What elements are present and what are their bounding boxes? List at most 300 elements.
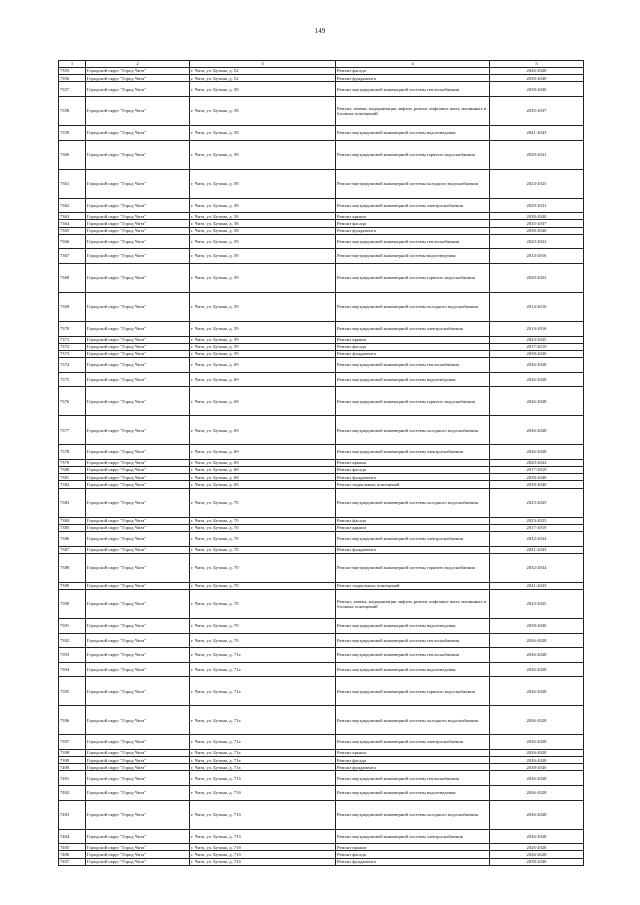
table-row: [59, 416, 584, 445]
table-row: [59, 234, 584, 249]
cell-period: 2038-2040: [490, 75, 584, 82]
cell-work-type: Ремонт, замена, модернизация лифтов, ремонт лифтовых шахт, машинных и блочных помещений: [336, 589, 490, 618]
cell-work-type: Ремонт внутридомовой инженерной системы электроснабжения: [336, 735, 490, 750]
table-header-row: [59, 61, 584, 68]
cell-period: 2026-2028: [490, 844, 584, 851]
cell-row-number: 7377: [59, 416, 86, 445]
cell-municipality: Городской округ "Город Чита": [86, 96, 190, 125]
cell-row-number: 7361: [59, 169, 86, 198]
cell-municipality: Городской округ "Город Чита": [86, 467, 190, 474]
cell-work-type: Ремонт крыши: [336, 749, 490, 756]
cell-row-number: 7402: [59, 786, 86, 801]
table-row: [59, 96, 584, 125]
cell-row-number: 7382: [59, 481, 86, 488]
table-row: [59, 618, 584, 633]
cell-row-number: 7391: [59, 618, 86, 633]
table-row: [59, 292, 584, 321]
cell-municipality: Городской округ "Город Чита": [86, 633, 190, 648]
table-row: [59, 387, 584, 416]
cell-municipality: Городской округ "Город Чита": [86, 735, 190, 750]
cell-period: 2041-2043: [490, 582, 584, 589]
cell-municipality: Городской округ "Город Чита": [86, 445, 190, 460]
cell-work-type: Ремонт фундамента: [336, 858, 490, 865]
cell-period: 2041-2043: [490, 125, 584, 140]
page-number: 149: [314, 27, 326, 35]
cell-work-type: Ремонт внутридомовой инженерной системы теплоснабжения: [336, 771, 490, 786]
cell-period: 2032-2034: [490, 531, 584, 546]
cell-period: 2026-2028: [490, 445, 584, 460]
cell-period: 2038-2040: [490, 227, 584, 234]
cell-work-type: Ремонт фасада: [336, 467, 490, 474]
cell-address: г. Чита, ул. Бутина, д. 71а: [190, 677, 336, 706]
cell-work-type: Ремонт внутридомовой инженерной системы электроснабжения: [336, 531, 490, 546]
cell-row-number: 7406: [59, 851, 86, 858]
cell-period: 2026-2028: [490, 749, 584, 756]
cell-municipality: Городской округ "Город Чита": [86, 589, 190, 618]
table-row: [59, 372, 584, 387]
cell-work-type: Ремонт подвальных помещений: [336, 582, 490, 589]
cell-address: г. Чита, ул. Бутина, д. 71б: [190, 844, 336, 851]
cell-work-type: Ремонт внутридомовой инженерной системы электроснабжения: [336, 445, 490, 460]
table-row: [59, 467, 584, 474]
cell-row-number: 7362: [59, 198, 86, 213]
cell-work-type: Ремонт внутридомовой инженерной системы горячего водоснабжения: [336, 387, 490, 416]
cell-address: г. Чита, ул. Бутина, д. 59: [190, 292, 336, 321]
column-header-2: 2: [86, 61, 190, 68]
cell-address: г. Чита, ул. Бутина, д. 71а: [190, 735, 336, 750]
cell-period: 2026-2028: [490, 771, 584, 786]
cell-period: 2026-2028: [490, 786, 584, 801]
table-row: [59, 589, 584, 618]
cell-work-type: Ремонт внутридомовой инженерной системы водоотведения: [336, 125, 490, 140]
cell-row-number: 7392: [59, 633, 86, 648]
cell-work-type: Ремонт внутридомовой инженерной системы водоотведения: [336, 372, 490, 387]
cell-address: г. Чита, ул. Бутина, д. 70: [190, 582, 336, 589]
table-row: [59, 633, 584, 648]
cell-municipality: Городской округ "Город Чита": [86, 706, 190, 735]
cell-address: г. Чита, ул. Бутина, д. 58: [190, 169, 336, 198]
cell-address: г. Чита, ул. Бутина, д. 71а: [190, 749, 336, 756]
table-row: [59, 858, 584, 865]
table-row: [59, 553, 584, 582]
cell-period: 2038-2040: [490, 82, 584, 97]
table-row: [59, 445, 584, 460]
cell-period: 2038-2040: [490, 481, 584, 488]
table-row: [59, 764, 584, 771]
table-row: [59, 249, 584, 264]
table-row: [59, 524, 584, 531]
table-row: [59, 140, 584, 169]
cell-address: г. Чита, ул. Бутина, д. 70: [190, 546, 336, 553]
cell-address: г. Чита, ул. Бутина, д. 71б: [190, 800, 336, 829]
cell-row-number: 7407: [59, 858, 86, 865]
cell-period: 2029-2031: [490, 140, 584, 169]
table-row: [59, 771, 584, 786]
table-row: [59, 531, 584, 546]
cell-period: 2023-2025: [490, 488, 584, 517]
cell-municipality: Городской округ "Город Чита": [86, 546, 190, 553]
cell-municipality: Городской округ "Город Чита": [86, 220, 190, 227]
cell-work-type: Ремонт внутридомовой инженерной системы электроснабжения: [336, 198, 490, 213]
cell-municipality: Городской округ "Город Чита": [86, 343, 190, 350]
cell-work-type: Ремонт внутридомовой инженерной системы холодного водоснабжения: [336, 416, 490, 445]
cell-address: г. Чита, ул. Бутина, д. 71б: [190, 829, 336, 844]
cell-address: г. Чита, ул. Бутина, д. 58: [190, 82, 336, 97]
cell-work-type: Ремонт внутридомовой инженерной системы электроснабжения: [336, 829, 490, 844]
cell-municipality: Городской округ "Город Чита": [86, 677, 190, 706]
cell-municipality: Городской округ "Город Чита": [86, 618, 190, 633]
cell-row-number: 7379: [59, 459, 86, 466]
cell-municipality: Городской округ "Город Чита": [86, 488, 190, 517]
cell-row-number: 7381: [59, 474, 86, 481]
cell-period: 2038-2040: [490, 618, 584, 633]
cell-municipality: Городской округ "Город Чита": [86, 234, 190, 249]
cell-period: 2041-2043: [490, 546, 584, 553]
cell-address: г. Чита, ул. Бутина, д. 71б: [190, 771, 336, 786]
cell-row-number: 7378: [59, 445, 86, 460]
cell-period: 2017-2019: [490, 343, 584, 350]
table-row: [59, 844, 584, 851]
table-row: [59, 343, 584, 350]
cell-work-type: Ремонт внутридомовой инженерной системы водоотведения: [336, 618, 490, 633]
cell-work-type: Ремонт внутридомовой инженерной системы водоотведения: [336, 249, 490, 264]
cell-row-number: 7398: [59, 749, 86, 756]
cell-row-number: 7360: [59, 140, 86, 169]
cell-work-type: Ремонт внутридомовой инженерной системы горячего водоснабжения: [336, 263, 490, 292]
cell-row-number: 7387: [59, 546, 86, 553]
cell-row-number: 7384: [59, 517, 86, 524]
cell-period: 2023-2025: [490, 336, 584, 343]
cell-municipality: Городской округ "Город Чита": [86, 387, 190, 416]
cell-period: 2038-2040: [490, 350, 584, 357]
cell-row-number: 7357: [59, 82, 86, 97]
cell-address: г. Чита, ул. Бутина, д. 71б: [190, 851, 336, 858]
cell-work-type: Ремонт внутридомовой инженерной системы теплоснабжения: [336, 648, 490, 663]
cell-row-number: 7403: [59, 800, 86, 829]
cell-work-type: Ремонт внутридомовой инженерной системы теплоснабжения: [336, 358, 490, 373]
table-row: [59, 648, 584, 663]
cell-municipality: Городской округ "Город Чита": [86, 358, 190, 373]
cell-work-type: Ремонт внутридомовой инженерной системы холодного водоснабжения: [336, 292, 490, 321]
cell-period: 2029-2031: [490, 198, 584, 213]
cell-row-number: 7364: [59, 220, 86, 227]
cell-work-type: Ремонт фасада: [336, 343, 490, 350]
cell-period: 2020-2022: [490, 234, 584, 249]
cell-municipality: Городской округ "Город Чита": [86, 372, 190, 387]
cell-address: г. Чита, ул. Бутина, д. 71а: [190, 706, 336, 735]
table-row: [59, 481, 584, 488]
cell-row-number: 7373: [59, 350, 86, 357]
cell-municipality: Городской округ "Город Чита": [86, 800, 190, 829]
cell-period: 2020-2022: [490, 459, 584, 466]
cell-municipality: Городской округ "Город Чита": [86, 416, 190, 445]
cell-row-number: 7397: [59, 735, 86, 750]
cell-municipality: Городской округ "Город Чита": [86, 786, 190, 801]
table-row: [59, 488, 584, 517]
cell-row-number: 7383: [59, 488, 86, 517]
cell-address: г. Чита, ул. Бутина, д. 70: [190, 589, 336, 618]
column-header-3: 3: [190, 61, 336, 68]
cell-row-number: 7365: [59, 227, 86, 234]
cell-address: г. Чита, ул. Бутина, д. 70: [190, 488, 336, 517]
cell-municipality: Городской округ "Город Чита": [86, 249, 190, 264]
table-row: [59, 749, 584, 756]
table-row: [59, 350, 584, 357]
cell-municipality: Городской округ "Город Чита": [86, 517, 190, 524]
repair-schedule-table: [58, 60, 584, 866]
cell-work-type: Ремонт, замена, модернизация лифтов, ремонт лифтовых шахт, машинных и блочных помещений: [336, 96, 490, 125]
cell-period: 2014-2016: [490, 292, 584, 321]
cell-municipality: Городской округ "Город Чита": [86, 459, 190, 466]
cell-period: 2026-2028: [490, 677, 584, 706]
cell-row-number: 7368: [59, 263, 86, 292]
cell-address: г. Чита, ул. Бутина, д. 52: [190, 75, 336, 82]
table-row: [59, 786, 584, 801]
cell-municipality: Городской округ "Город Чита": [86, 227, 190, 234]
cell-municipality: Городской округ "Город Чита": [86, 68, 190, 75]
cell-period: 2026-2028: [490, 706, 584, 735]
cell-municipality: Городской округ "Город Чита": [86, 350, 190, 357]
cell-address: г. Чита, ул. Бутина, д. 69: [190, 459, 336, 466]
cell-address: г. Чита, ул. Бутина, д. 70: [190, 524, 336, 531]
cell-period: 2020-2022: [490, 263, 584, 292]
cell-period: 2032-2034: [490, 553, 584, 582]
cell-work-type: Ремонт фасада: [336, 757, 490, 764]
cell-period: 2038-2040: [490, 764, 584, 771]
cell-municipality: Городской округ "Город Чита": [86, 169, 190, 198]
cell-address: г. Чита, ул. Бутина, д. 58: [190, 227, 336, 234]
column-header-5: 5: [490, 61, 584, 68]
table-row: [59, 677, 584, 706]
table-row: [59, 68, 584, 75]
cell-row-number: 7393: [59, 648, 86, 663]
cell-row-number: 7355: [59, 68, 86, 75]
table-row: [59, 336, 584, 343]
table-row: [59, 546, 584, 553]
cell-work-type: Ремонт крыши: [336, 524, 490, 531]
table-row: [59, 757, 584, 764]
cell-work-type: Ремонт фундамента: [336, 764, 490, 771]
cell-municipality: Городской округ "Город Чита": [86, 764, 190, 771]
cell-address: г. Чита, ул. Бутина, д. 69: [190, 416, 336, 445]
cell-address: г. Чита, ул. Бутина, д. 69: [190, 474, 336, 481]
cell-address: г. Чита, ул. Бутина, д. 69: [190, 445, 336, 460]
cell-period: 2026-2028: [490, 851, 584, 858]
cell-municipality: Городской округ "Город Чита": [86, 292, 190, 321]
cell-municipality: Городской округ "Город Чита": [86, 82, 190, 97]
cell-municipality: Городской округ "Город Чита": [86, 757, 190, 764]
cell-period: 2026-2028: [490, 372, 584, 387]
cell-work-type: Ремонт крыши: [336, 336, 490, 343]
cell-period: 2026-2028: [490, 648, 584, 663]
cell-address: г. Чита, ул. Бутина, д. 58: [190, 125, 336, 140]
cell-work-type: Ремонт внутридомовой инженерной системы водоотведения: [336, 662, 490, 677]
cell-address: г. Чита, ул. Бутина, д. 71а: [190, 757, 336, 764]
cell-row-number: 7371: [59, 336, 86, 343]
cell-work-type: Ремонт внутридомовой инженерной системы теплоснабжения: [336, 82, 490, 97]
table-row: [59, 213, 584, 220]
cell-period: 2026-2028: [490, 757, 584, 764]
cell-address: г. Чита, ул. Бутина, д. 52: [190, 68, 336, 75]
cell-work-type: Ремонт фундамента: [336, 350, 490, 357]
cell-address: г. Чита, ул. Бутина, д. 69: [190, 467, 336, 474]
cell-work-type: Ремонт фасада: [336, 517, 490, 524]
cell-address: г. Чита, ул. Бутина, д. 71б: [190, 858, 336, 865]
cell-work-type: Ремонт фасада: [336, 68, 490, 75]
cell-address: г. Чита, ул. Бутина, д. 58: [190, 198, 336, 213]
cell-period: 2038-2040: [490, 474, 584, 481]
cell-address: г. Чита, ул. Бутина, д. 71а: [190, 662, 336, 677]
table-row: [59, 82, 584, 97]
cell-address: г. Чита, ул. Бутина, д. 58: [190, 96, 336, 125]
table-row: [59, 582, 584, 589]
cell-municipality: Городской округ "Город Чита": [86, 531, 190, 546]
cell-period: 2038-2040: [490, 858, 584, 865]
cell-municipality: Городской округ "Город Чита": [86, 474, 190, 481]
cell-period: 2026-2028: [490, 358, 584, 373]
cell-work-type: Ремонт крыши: [336, 213, 490, 220]
table-row: [59, 829, 584, 844]
cell-period: 2026-2028: [490, 387, 584, 416]
column-header-4: 4: [336, 61, 490, 68]
cell-period: 2026-2028: [490, 416, 584, 445]
cell-work-type: Ремонт внутридомовой инженерной системы теплоснабжения: [336, 234, 490, 249]
table-row: [59, 706, 584, 735]
cell-address: г. Чита, ул. Бутина, д. 59: [190, 336, 336, 343]
cell-work-type: Ремонт внутридомовой инженерной системы водоотведения: [336, 786, 490, 801]
cell-municipality: Городской округ "Город Чита": [86, 851, 190, 858]
cell-row-number: 7388: [59, 553, 86, 582]
table-row: [59, 75, 584, 82]
table-row: [59, 263, 584, 292]
cell-row-number: 7386: [59, 531, 86, 546]
cell-row-number: 7375: [59, 372, 86, 387]
cell-address: г. Чита, ул. Бутина, д. 70: [190, 531, 336, 546]
cell-row-number: 7395: [59, 677, 86, 706]
cell-row-number: 7363: [59, 213, 86, 220]
cell-row-number: 7390: [59, 589, 86, 618]
table-row: [59, 169, 584, 198]
cell-municipality: Городской округ "Город Чита": [86, 524, 190, 531]
cell-row-number: 7376: [59, 387, 86, 416]
cell-row-number: 7399: [59, 757, 86, 764]
table-row: [59, 227, 584, 234]
cell-municipality: Городской округ "Город Чита": [86, 198, 190, 213]
table-row: [59, 459, 584, 466]
cell-work-type: Ремонт подвальных помещений: [336, 481, 490, 488]
cell-address: г. Чита, ул. Бутина, д. 59: [190, 249, 336, 264]
cell-period: 2026-2028: [490, 735, 584, 750]
cell-row-number: 7400: [59, 764, 86, 771]
cell-row-number: 7385: [59, 524, 86, 531]
cell-address: г. Чита, ул. Бутина, д. 71б: [190, 786, 336, 801]
cell-period: 2023-2025: [490, 517, 584, 524]
cell-address: г. Чита, ул. Бутина, д. 59: [190, 343, 336, 350]
cell-work-type: Ремонт фундамента: [336, 474, 490, 481]
cell-address: г. Чита, ул. Бутина, д. 58: [190, 213, 336, 220]
cell-municipality: Городской округ "Город Чита": [86, 481, 190, 488]
cell-period: 2014-2016: [490, 321, 584, 336]
cell-work-type: Ремонт внутридомовой инженерной системы горячего водоснабжения: [336, 677, 490, 706]
cell-municipality: Городской округ "Город Чита": [86, 125, 190, 140]
cell-address: г. Чита, ул. Бутина, д. 71а: [190, 764, 336, 771]
cell-address: г. Чита, ул. Бутина, д. 59: [190, 350, 336, 357]
cell-municipality: Городской округ "Город Чита": [86, 648, 190, 663]
table-row: [59, 662, 584, 677]
cell-row-number: 7396: [59, 706, 86, 735]
cell-address: г. Чита, ул. Бутина, д. 70: [190, 618, 336, 633]
cell-municipality: Городской округ "Город Чита": [86, 858, 190, 865]
cell-municipality: Городской округ "Город Чита": [86, 662, 190, 677]
cell-row-number: 7367: [59, 249, 86, 264]
cell-row-number: 7358: [59, 96, 86, 125]
cell-row-number: 7359: [59, 125, 86, 140]
cell-work-type: Ремонт внутридомовой инженерной системы холодного водоснабжения: [336, 488, 490, 517]
cell-work-type: Ремонт внутридомовой инженерной системы электроснабжения: [336, 321, 490, 336]
cell-period: 2023-2025: [490, 589, 584, 618]
table-row: [59, 125, 584, 140]
cell-work-type: Ремонт внутридомовой инженерной системы теплоснабжения: [336, 633, 490, 648]
cell-municipality: Городской округ "Город Чита": [86, 140, 190, 169]
cell-row-number: 7389: [59, 582, 86, 589]
cell-row-number: 7404: [59, 829, 86, 844]
cell-work-type: Ремонт внутридомовой инженерной системы холодного водоснабжения: [336, 800, 490, 829]
cell-work-type: Ремонт внутридомовой инженерной системы холодного водоснабжения: [336, 169, 490, 198]
cell-period: 2026-2028: [490, 68, 584, 75]
table-body: [59, 68, 584, 866]
cell-municipality: Городской округ "Город Чита": [86, 263, 190, 292]
table-row: [59, 321, 584, 336]
cell-row-number: 7374: [59, 358, 86, 373]
cell-address: г. Чита, ул. Бутина, д. 59: [190, 321, 336, 336]
table-row: [59, 358, 584, 373]
cell-address: г. Чита, ул. Бутина, д. 69: [190, 358, 336, 373]
cell-municipality: Городской округ "Город Чита": [86, 829, 190, 844]
cell-municipality: Городской округ "Город Чита": [86, 844, 190, 851]
cell-municipality: Городской округ "Город Чита": [86, 213, 190, 220]
cell-municipality: Городской округ "Город Чита": [86, 336, 190, 343]
cell-municipality: Городской округ "Город Чита": [86, 75, 190, 82]
cell-address: г. Чита, ул. Бутина, д. 59: [190, 263, 336, 292]
cell-work-type: Ремонт внутридомовой инженерной системы горячего водоснабжения: [336, 553, 490, 582]
cell-period: 2026-2028: [490, 662, 584, 677]
cell-period: 2026-2028: [490, 633, 584, 648]
column-header-1: 1: [59, 61, 86, 68]
cell-row-number: 7401: [59, 771, 86, 786]
table-row: [59, 851, 584, 858]
cell-address: г. Чита, ул. Бутина, д. 70: [190, 633, 336, 648]
table-row: [59, 220, 584, 227]
table-row: [59, 198, 584, 213]
cell-municipality: Городской округ "Город Чита": [86, 771, 190, 786]
cell-period: 2035-2037: [490, 96, 584, 125]
cell-period: 2038-2040: [490, 213, 584, 220]
cell-address: г. Чита, ул. Бутина, д. 59: [190, 234, 336, 249]
table-row: [59, 474, 584, 481]
cell-period: 2017-2019: [490, 524, 584, 531]
cell-period: 2035-2037: [490, 220, 584, 227]
table-row: [59, 800, 584, 829]
cell-row-number: 7394: [59, 662, 86, 677]
cell-row-number: 7405: [59, 844, 86, 851]
cell-row-number: 7369: [59, 292, 86, 321]
cell-work-type: Ремонт фундамента: [336, 75, 490, 82]
cell-work-type: Ремонт фасада: [336, 220, 490, 227]
cell-row-number: 7370: [59, 321, 86, 336]
cell-row-number: 7372: [59, 343, 86, 350]
cell-work-type: Ремонт внутридомовой инженерной системы горячего водоснабжения: [336, 140, 490, 169]
cell-address: г. Чита, ул. Бутина, д. 58: [190, 220, 336, 227]
